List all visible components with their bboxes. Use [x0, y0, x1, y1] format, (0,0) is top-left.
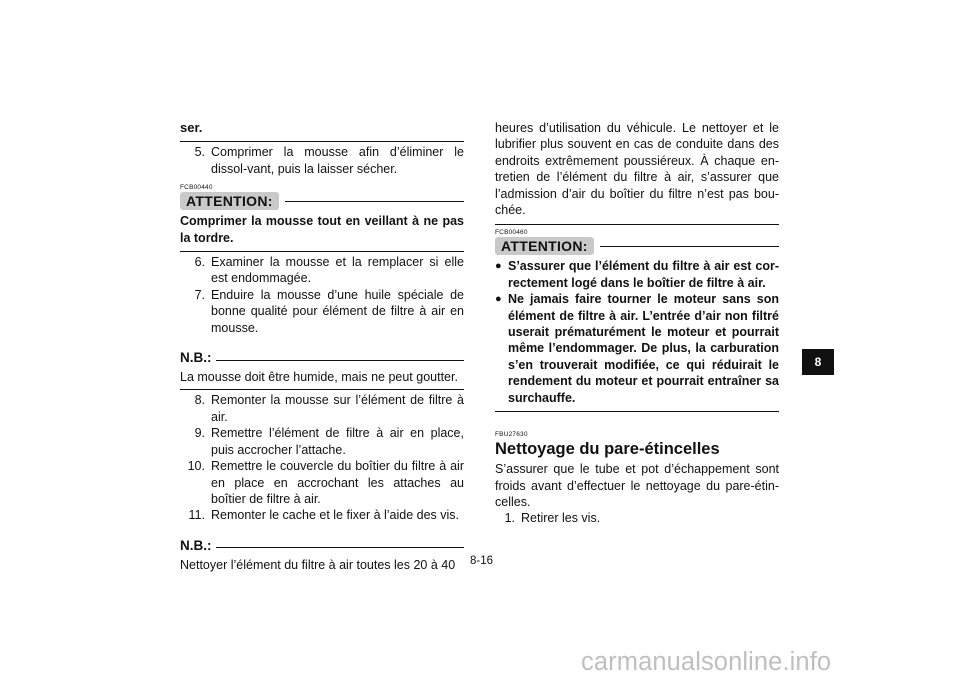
continued-warning-fragment: ser.	[180, 120, 203, 135]
left-column	[180, 0, 464, 573]
divider	[495, 411, 779, 412]
bullet-text: S’assurer que l’élément du filtre à air est cor-rectement logé dans le boîtier de filtre à air.	[508, 259, 779, 290]
step-item	[495, 510, 779, 526]
step-text: Comprimer la mousse afin d’éliminer le dissol-vant, puis la laisser sécher.	[211, 145, 464, 176]
steps-list	[180, 392, 464, 523]
divider	[180, 389, 464, 390]
section-intro: S’assurer que le tube et pot d’échappement sont froids avant d’effectuer le nettoyage du pare-étin-celles.	[495, 462, 779, 509]
step-item	[180, 507, 464, 523]
bullet-text: Ne jamais faire tourner le moteur sans son élément de filtre à air. L’entrée d’air non filtré userait prématurément le moteur et pourrait même l’endommager. De plus, la carburation s’en trouverait modifiée, ce qui réduirait le rendement du moteur et pourrait entraîner sa surchauffe.	[508, 292, 779, 405]
step-item	[180, 425, 464, 458]
divider	[180, 251, 464, 252]
attention-heading	[180, 192, 464, 210]
note-rule	[216, 360, 465, 361]
note-heading	[180, 537, 464, 555]
step-number: 10.	[187, 459, 205, 474]
watermark: carmanualsonline.info	[581, 648, 832, 676]
step-text: Remettre le couvercle du boîtier du filtre à air en place en accrochant les attaches au boîtier de filtre à air.	[211, 459, 464, 506]
page-number: 8-16	[470, 555, 494, 567]
step-number: 9.	[194, 426, 205, 441]
step-number: 1.	[504, 511, 515, 526]
note-text: La mousse doit être humide, mais ne peut goutter.	[180, 370, 458, 385]
right-column	[495, 0, 779, 527]
step-item	[180, 287, 464, 336]
step-text: Enduire la mousse d’une huile spéciale de bonne qualité pour élément de filtre à air en mousse.	[211, 287, 464, 335]
bullet-item	[495, 291, 779, 406]
step-text: Remonter le cache et le fixer à l’aide des vis.	[211, 508, 460, 523]
chapter-tab: 8	[802, 349, 834, 375]
attention-rule	[600, 246, 779, 247]
step-item	[180, 144, 464, 177]
note-rule	[216, 547, 465, 548]
attention-badge: ATTENTION:	[180, 192, 279, 210]
steps-list	[180, 254, 464, 336]
attention-heading	[495, 237, 779, 255]
step-text: Examiner la mousse et la remplacer si elle est endommagée.	[211, 255, 464, 286]
step-number: 11.	[188, 508, 205, 523]
step-number: 6.	[194, 255, 205, 270]
note-text: Nettoyer l’élément du filtre à air toutes les 20 à 40	[180, 557, 456, 572]
attention-badge: ATTENTION:	[495, 237, 594, 255]
step-item	[180, 254, 464, 287]
note-heading	[180, 349, 464, 367]
step-item	[180, 392, 464, 425]
step-text: Remettre l’élément de filtre à air en place, puis accrocher l’attache.	[211, 426, 464, 457]
step-item	[180, 458, 464, 507]
step-number: 5.	[194, 145, 205, 160]
bullet-dot-icon: ●	[495, 260, 502, 273]
attention-text: Comprimer la mousse tout en veillant à ne pas la tordre.	[180, 214, 464, 245]
note-label: N.B.:	[180, 537, 212, 553]
reference-code: FBU27630	[495, 431, 528, 439]
step-text: Remonter la mousse sur l’élément de filtre à air.	[211, 393, 464, 424]
bullet-item	[495, 258, 779, 291]
divider	[495, 224, 779, 225]
reference-code: FCB00440	[180, 184, 213, 192]
continued-paragraph: heures d’utilisation du véhicule. Le nettoyer et le lubrifier plus souvent en cas de conduite dans des endroits extrêmement poussiéreux. À chaque en-tretien de l’élément du filtre à air, s’assurer que l’admission d’air du boîtier du filtre n’est pas bou-chée.	[495, 121, 779, 218]
attention-bullets	[495, 258, 779, 406]
divider	[180, 141, 464, 142]
section-title: Nettoyage du pare-étincelles	[495, 440, 720, 459]
step-text: Retirer les vis.	[521, 511, 601, 526]
reference-code: FCB00460	[495, 229, 528, 237]
step-number: 8.	[194, 393, 205, 408]
attention-rule	[285, 201, 464, 202]
note-label: N.B.:	[180, 350, 212, 366]
step-number: 7.	[194, 287, 205, 302]
bullet-dot-icon: ●	[495, 293, 502, 306]
